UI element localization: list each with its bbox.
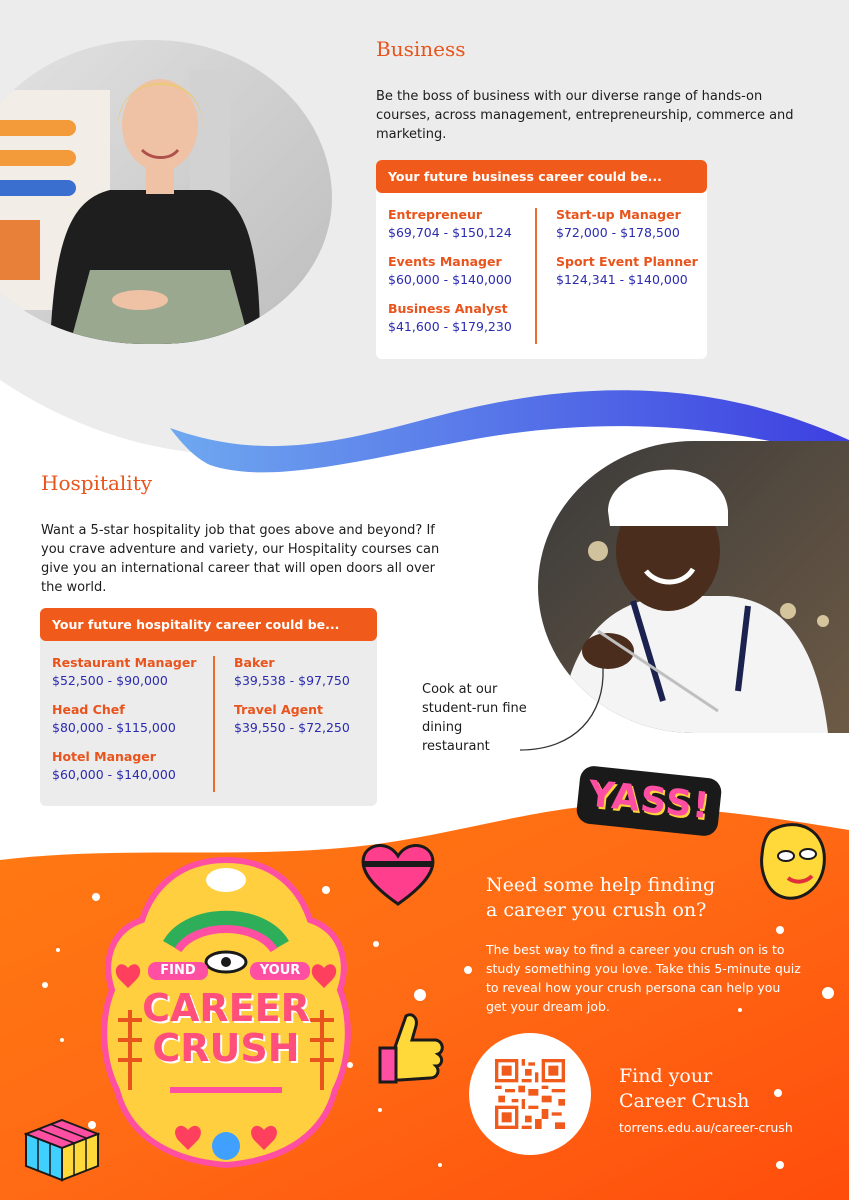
job-startup-manager (556, 206, 681, 242)
job-salary: $60,000 - $140,000 (52, 767, 176, 782)
hospitality-career-card (40, 608, 377, 806)
promo-body: The best way to find a career you crush on is to study something you love. Take this 5-minute quiz to reveal how your crush persona can help you get your dream job. (486, 942, 801, 1014)
job-title: Start-up Manager (556, 207, 681, 222)
promo-heading-line1: Need some help finding (486, 874, 716, 896)
cta-line2: Career Crush (619, 1090, 750, 1112)
job-business-analyst (388, 300, 512, 336)
business-career-card (376, 160, 707, 359)
job-title: Restaurant Manager (52, 655, 197, 670)
card-divider (213, 656, 215, 792)
heart-sticker-icon (358, 838, 438, 908)
card-divider (535, 208, 537, 344)
cta-heading (619, 1064, 749, 1114)
hospitality-intro: Want a 5-star hospitality job that goes above and beyond? If you crave adventure and variety, our Hospitality courses can give you an international career that will open doors all over the world. (41, 523, 440, 595)
promo-heading (486, 873, 715, 923)
job-sport-event-planner (556, 253, 698, 289)
job-restaurant-manager (52, 654, 196, 690)
job-title: Entrepreneur (388, 207, 483, 222)
job-title: Travel Agent (234, 702, 323, 717)
job-salary: $41,600 - $179,230 (388, 319, 512, 334)
business-intro: Be the boss of business with our diverse range of hands-on courses, across management, entrepreneurship, commerce and marketing. (376, 89, 794, 142)
job-salary: $60,000 - $140,000 (388, 272, 512, 287)
job-salary: $39,550 - $72,250 (234, 720, 350, 735)
job-salary: $80,000 - $115,000 (52, 720, 176, 735)
yass-text: YASS! (586, 773, 712, 828)
qr-code-circle[interactable] (469, 1033, 591, 1155)
job-salary: $124,341 - $140,000 (556, 272, 688, 287)
hospitality-card-title: Your future hospitality career could be... (40, 608, 377, 641)
job-title: Business Analyst (388, 301, 508, 316)
job-salary: $52,500 - $90,000 (52, 673, 168, 688)
qr-code-icon (495, 1059, 565, 1129)
caption-connector-line (515, 665, 615, 755)
thumbs-up-sticker-icon (376, 1010, 446, 1086)
business-title: Business (376, 37, 466, 61)
job-title: Events Manager (388, 254, 502, 269)
job-title: Baker (234, 655, 275, 670)
job-salary: $72,000 - $178,500 (556, 225, 680, 240)
job-head-chef (52, 701, 176, 737)
logo-find-text: FIND (148, 962, 208, 980)
logo-your-text: YOUR (250, 962, 310, 980)
chef-caption: Cook at our student-run fine dining restaurant (422, 682, 527, 754)
rubiks-cube-sticker-icon (24, 1118, 100, 1182)
career-crush-url-link[interactable]: torrens.edu.au/career-crush (619, 1120, 793, 1135)
promo-heading-line2: a career you crush on? (486, 899, 707, 921)
job-salary: $39,538 - $97,750 (234, 673, 350, 688)
job-title: Hotel Manager (52, 749, 156, 764)
job-events-manager (388, 253, 512, 289)
job-title: Sport Event Planner (556, 254, 698, 269)
job-hotel-manager (52, 748, 176, 784)
job-travel-agent (234, 701, 350, 737)
logo-crush-text: CRUSH (152, 1026, 300, 1070)
cta-line1: Find your (619, 1065, 713, 1087)
job-title: Head Chef (52, 702, 125, 717)
logo-career-text: CAREER (142, 986, 310, 1030)
career-crush-logo (100, 850, 352, 1170)
job-entrepreneur (388, 206, 512, 242)
hospitality-title: Hospitality (41, 471, 153, 495)
face-sticker-icon (758, 820, 830, 904)
business-card-title: Your future business career could be... (376, 160, 707, 193)
job-salary: $69,704 - $150,124 (388, 225, 512, 240)
job-baker (234, 654, 350, 690)
